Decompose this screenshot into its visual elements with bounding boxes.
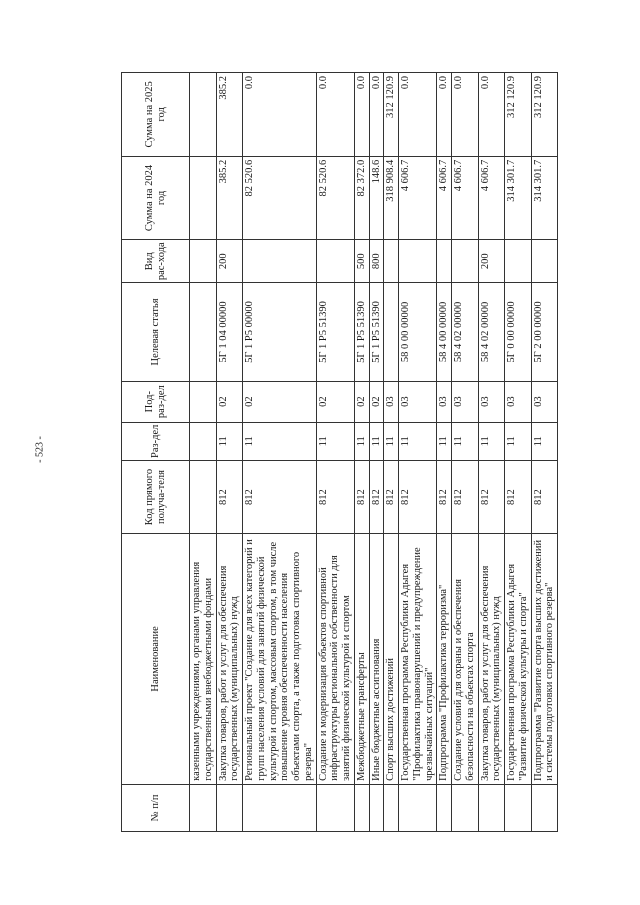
cell-name: казенными учреждениями, органами управления государственными внебюджетными фондами	[190, 534, 217, 785]
cell-target	[384, 283, 399, 382]
cell-expense-type: 500	[354, 240, 369, 283]
cell-sum-2025: 0.0	[243, 73, 317, 157]
cell-section: 11	[216, 422, 243, 461]
cell-target: 58 4 00 00000	[437, 283, 452, 382]
table-row	[190, 73, 217, 832]
cell-code: 812	[531, 461, 558, 534]
table-row	[437, 73, 452, 832]
cell-section: 11	[316, 422, 354, 461]
table-row	[478, 73, 505, 832]
table-row	[354, 73, 369, 832]
cell-target: 5Г 1 Р5 51390	[354, 283, 369, 382]
cell-sum-2024: 4 606.7	[452, 156, 479, 240]
cell-expense-type	[505, 240, 532, 283]
cell-name: Подпрограмма "Развитие спорта высших достижений и системы подготовки спортивного резерва"	[531, 534, 558, 785]
cell-subsection: 02	[369, 381, 384, 422]
cell-num	[316, 784, 354, 831]
cell-target: 5Г 2 00 00000	[531, 283, 558, 382]
cell-target: 5Г 0 00 00000	[505, 283, 532, 382]
cell-num	[369, 784, 384, 831]
header-code: Код прямого получа-теля	[122, 461, 190, 534]
budget-table-container	[121, 72, 556, 832]
cell-expense-type	[437, 240, 452, 283]
cell-num	[399, 784, 437, 831]
table-row	[216, 73, 243, 832]
cell-name: Государственная программа Республики Адыгея "Профилактика правонарушений и предупреждение чрезвычайных ситуаций"	[399, 534, 437, 785]
cell-sum-2025: 0.0	[437, 73, 452, 157]
cell-expense-type: 200	[478, 240, 505, 283]
cell-name: Государственная программа Республики Адыгея "Развитие физической культуры и спорта"	[505, 534, 532, 785]
cell-expense-type	[316, 240, 354, 283]
cell-num	[216, 784, 243, 831]
cell-sum-2024: 318 908.4	[384, 156, 399, 240]
cell-target	[190, 283, 217, 382]
cell-subsection: 03	[478, 381, 505, 422]
header-row	[122, 73, 190, 832]
cell-section: 11	[354, 422, 369, 461]
cell-name: Региональный проект "Создание для всех категорий и групп населения условий для занятий физической культурой и спортом, массовым спортом, в том числе повышение уровня обеспеченности населения объектами спорта, а также подготовка спортивного резерва"	[243, 534, 317, 785]
cell-code: 812	[316, 461, 354, 534]
cell-expense-type: 800	[369, 240, 384, 283]
header-name: Наименование	[122, 534, 190, 785]
cell-sum-2025: 312 120.9	[531, 73, 558, 157]
cell-target: 58 0 00 00000	[399, 283, 437, 382]
cell-name: Иные бюджетные ассигнования	[369, 534, 384, 785]
cell-sum-2024: 82 520.6	[243, 156, 317, 240]
cell-target: 58 4 02 00000	[452, 283, 479, 382]
cell-section: 11	[369, 422, 384, 461]
cell-num	[243, 784, 317, 831]
page-number: - 523 -	[34, 436, 46, 463]
cell-subsection: 03	[452, 381, 479, 422]
cell-sum-2025: 0.0	[369, 73, 384, 157]
cell-sum-2024: 82 520.6	[316, 156, 354, 240]
cell-num	[190, 784, 217, 831]
cell-section	[190, 422, 217, 461]
cell-sum-2024: 4 606.7	[478, 156, 505, 240]
table-body	[190, 73, 558, 832]
cell-code: 812	[437, 461, 452, 534]
cell-sum-2025: 0.0	[399, 73, 437, 157]
cell-subsection: 03	[437, 381, 452, 422]
cell-target: 5Г 1 04 00000	[216, 283, 243, 382]
cell-expense-type	[243, 240, 317, 283]
cell-sum-2024: 314 301.7	[531, 156, 558, 240]
cell-name: Создание и модернизация объектов спортивной инфраструктуры региональной собственности для занятий физической культурой и спортом	[316, 534, 354, 785]
cell-section: 11	[478, 422, 505, 461]
cell-section: 11	[531, 422, 558, 461]
cell-target: 5Г 1 Р5 00000	[243, 283, 317, 382]
cell-target: 5Г 1 Р5 51390	[369, 283, 384, 382]
cell-code: 812	[452, 461, 479, 534]
cell-sum-2024: 148.6	[369, 156, 384, 240]
cell-section: 11	[384, 422, 399, 461]
cell-section: 11	[505, 422, 532, 461]
cell-expense-type	[190, 240, 217, 283]
cell-code: 812	[216, 461, 243, 534]
cell-num	[354, 784, 369, 831]
cell-section: 11	[399, 422, 437, 461]
cell-num	[478, 784, 505, 831]
cell-subsection: 02	[354, 381, 369, 422]
cell-name: Межбюджетные трансферты	[354, 534, 369, 785]
cell-num	[437, 784, 452, 831]
cell-sum-2025: 0.0	[452, 73, 479, 157]
table-row	[369, 73, 384, 832]
cell-expense-type	[399, 240, 437, 283]
table-row	[243, 73, 317, 832]
cell-name: Закупка товаров, работ и услуг для обеспечения государственных (муниципальных) нужд	[478, 534, 505, 785]
cell-num	[452, 784, 479, 831]
cell-num	[531, 784, 558, 831]
cell-code: 812	[354, 461, 369, 534]
cell-sum-2025: 312 120.9	[384, 73, 399, 157]
cell-sum-2024: 385.2	[216, 156, 243, 240]
cell-expense-type	[452, 240, 479, 283]
cell-section: 11	[243, 422, 317, 461]
cell-code: 812	[505, 461, 532, 534]
cell-sum-2025	[190, 73, 217, 157]
cell-name: Подпрограмма "Профилактика терроризма"	[437, 534, 452, 785]
cell-sum-2024: 4 606.7	[437, 156, 452, 240]
cell-num	[384, 784, 399, 831]
header-subsection: Под-раз-дел	[122, 381, 190, 422]
budget-table	[121, 72, 558, 832]
cell-expense-type	[384, 240, 399, 283]
cell-expense-type	[531, 240, 558, 283]
table-row	[399, 73, 437, 832]
cell-target: 5Г 1 Р5 51390	[316, 283, 354, 382]
header-target: Целевая статья	[122, 283, 190, 382]
cell-expense-type: 200	[216, 240, 243, 283]
cell-code: 812	[478, 461, 505, 534]
cell-subsection: 03	[505, 381, 532, 422]
cell-sum-2025: 312 120.9	[505, 73, 532, 157]
cell-name: Создание условий для охраны и обеспечения безопасности на объектах спорта	[452, 534, 479, 785]
cell-subsection: 03	[384, 381, 399, 422]
cell-sum-2024: 4 606.7	[399, 156, 437, 240]
table-row	[384, 73, 399, 832]
cell-sum-2025: 385.2	[216, 73, 243, 157]
header-section: Раз-дел	[122, 422, 190, 461]
cell-code: 812	[243, 461, 317, 534]
cell-section: 11	[452, 422, 479, 461]
table-row	[316, 73, 354, 832]
cell-subsection	[190, 381, 217, 422]
cell-subsection: 02	[316, 381, 354, 422]
cell-subsection: 02	[216, 381, 243, 422]
cell-name: Спорт высших достижений	[384, 534, 399, 785]
cell-sum-2025: 0.0	[316, 73, 354, 157]
header-sum-2024: Сумма на 2024 год	[122, 156, 190, 240]
cell-subsection: 03	[399, 381, 437, 422]
cell-code: 812	[384, 461, 399, 534]
cell-name: Закупка товаров, работ и услуг для обеспечения государственных (муниципальных) нужд	[216, 534, 243, 785]
header-sum-2025: Сумма на 2025 год	[122, 73, 190, 157]
cell-target: 58 4 02 00000	[478, 283, 505, 382]
cell-sum-2025: 0.0	[354, 73, 369, 157]
cell-section: 11	[437, 422, 452, 461]
cell-subsection: 03	[531, 381, 558, 422]
header-expense-type: Вид рас-хода	[122, 240, 190, 283]
header-num: № п/п	[122, 784, 190, 831]
cell-subsection: 02	[243, 381, 317, 422]
cell-code: 812	[369, 461, 384, 534]
cell-num	[505, 784, 532, 831]
cell-sum-2024: 314 301.7	[505, 156, 532, 240]
table-row	[505, 73, 532, 832]
cell-sum-2025: 0.0	[478, 73, 505, 157]
cell-code	[190, 461, 217, 534]
cell-sum-2024	[190, 156, 217, 240]
table-row	[531, 73, 558, 832]
cell-sum-2024: 82 372.0	[354, 156, 369, 240]
table-row	[452, 73, 479, 832]
cell-code: 812	[399, 461, 437, 534]
